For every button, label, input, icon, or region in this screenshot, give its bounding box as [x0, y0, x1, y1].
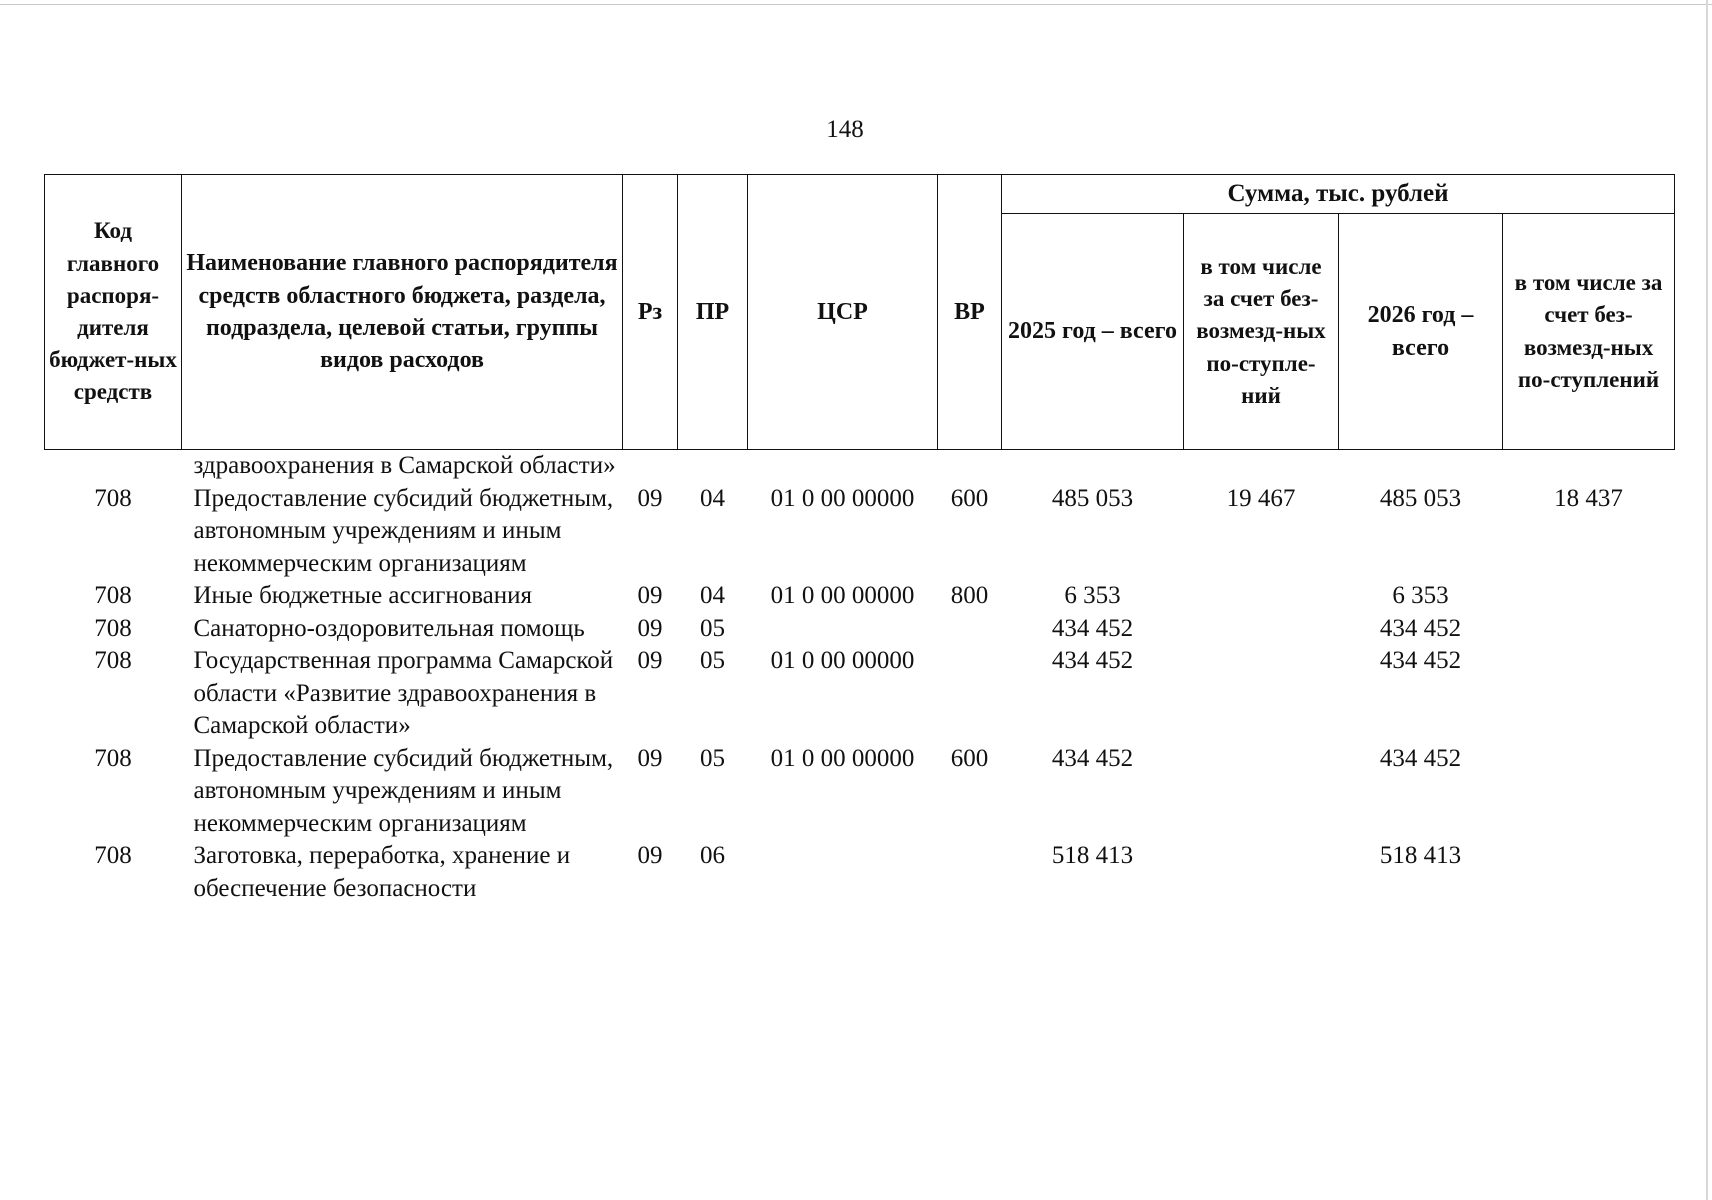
header-pr: ПР — [678, 175, 748, 450]
cell-2026-total: 434 452 — [1379, 744, 1462, 772]
cell-csr: 01 0 00 00000 — [770, 744, 915, 772]
header-vr: ВР — [938, 175, 1002, 450]
cell-csr: 01 0 00 00000 — [770, 647, 915, 674]
cell-code: 708 — [94, 582, 132, 609]
table-row — [45, 840, 1675, 905]
table-header — [45, 175, 1675, 450]
cell-2025-total: 485 053 — [1051, 484, 1134, 512]
cell-2026-grant — [1503, 840, 1675, 905]
cell-vr: 800 — [950, 582, 989, 609]
table-row — [45, 483, 1675, 581]
cell-2025-total: 434 452 — [1051, 744, 1134, 772]
cell-2025-total: 434 452 — [1051, 614, 1134, 642]
cell-2026-total: 518 413 — [1379, 842, 1462, 869]
cell-pr: 05 — [700, 647, 725, 674]
cell-pr: 06 — [700, 842, 725, 869]
cell-2026-grant: 18 437 — [1554, 484, 1623, 512]
cell-pr: 05 — [700, 744, 725, 772]
cell-csr — [748, 613, 938, 646]
cell-pr: 05 — [700, 614, 725, 642]
cell-2025-grant — [1184, 645, 1339, 743]
cell-vr — [938, 645, 1002, 743]
cell-2026-grant — [1503, 580, 1675, 613]
cell-rz: 09 — [637, 582, 663, 609]
cell-csr: 01 0 00 00000 — [770, 484, 915, 512]
cell-csr: 01 0 00 00000 — [770, 582, 915, 609]
cell-2025-grant — [1184, 840, 1339, 905]
cell-name: Заготовка, переработка, хранение и обеспечение безопасности — [193, 842, 571, 902]
cell-code: 708 — [94, 484, 132, 512]
cell-csr — [748, 840, 938, 905]
cell-name: Предоставление субсидий бюджетным, автономным учреждениям и иным некоммерческим организациям — [193, 484, 614, 577]
cell-rz: 09 — [637, 647, 663, 674]
cell-rz: 09 — [637, 614, 663, 642]
cell-2026-grant — [1503, 645, 1675, 743]
budget-table — [44, 174, 1675, 905]
table-row — [45, 645, 1675, 743]
cell-pr: 04 — [700, 582, 725, 609]
cell-vr: 600 — [950, 484, 989, 512]
table-row — [45, 580, 1675, 613]
cell-2025-grant — [1184, 743, 1339, 841]
cell-code: 708 — [94, 744, 132, 772]
cell-code: 708 — [94, 614, 132, 642]
cell-rz: 09 — [637, 842, 663, 869]
cell-2025-total: 434 452 — [1051, 647, 1134, 674]
continuation-row — [45, 450, 1675, 483]
cell-2026-total: 434 452 — [1379, 647, 1462, 674]
header-csr: ЦСР — [748, 175, 938, 450]
header-2026-total: 2026 год – всего — [1339, 214, 1503, 450]
cell-vr: 600 — [950, 744, 989, 772]
cell-2025-grant — [1184, 580, 1339, 613]
cell-2026-grant — [1503, 613, 1675, 646]
header-rz: Рз — [623, 175, 678, 450]
cell-rz: 09 — [637, 484, 663, 512]
cell-2025-grant — [1184, 613, 1339, 646]
cell-name: Государственная программа Самарской области «Развитие здравоохранения в Самарской области» — [193, 647, 614, 739]
header-code: Код главного распоря-дителя бюджет-ных средств — [45, 175, 182, 450]
table-row — [45, 613, 1675, 646]
cell-2026-total: 6 353 — [1392, 582, 1449, 609]
header-2026-grant: в том числе за счет без-возмезд-ных по-ступлений — [1503, 214, 1675, 450]
page-number: 148 — [826, 116, 864, 143]
header-name: Наименование главного распорядителя средств областного бюджета, раздела, подраздела, целевой статьи, группы видов расходов — [182, 175, 623, 450]
cell-code: 708 — [94, 842, 132, 869]
scan-edge-top — [0, 4, 1712, 5]
cell-rz: 09 — [637, 744, 663, 772]
table-body — [45, 450, 1675, 906]
continuation-text: здравоохранения в Самарской области» — [193, 452, 616, 479]
table-row — [45, 743, 1675, 841]
cell-name: Предоставление субсидий бюджетным, автономным учреждениям и иным некоммерческим организациям — [193, 744, 614, 837]
header-2025-total: 2025 год – всего — [1002, 214, 1184, 450]
cell-2025-total: 6 353 — [1064, 582, 1121, 609]
cell-vr — [938, 613, 1002, 646]
cell-2026-total: 434 452 — [1379, 614, 1462, 642]
header-sum-group: Сумма, тыс. рублей — [1002, 175, 1675, 214]
cell-2025-grant: 19 467 — [1226, 484, 1296, 512]
header-2025-grant: в том числе за счет без-возмезд-ных по-ступле-ний — [1184, 214, 1339, 450]
cell-vr — [938, 840, 1002, 905]
cell-2026-total: 485 053 — [1379, 484, 1462, 512]
cell-name: Иные бюджетные ассигнования — [193, 582, 533, 609]
cell-2026-grant — [1503, 743, 1675, 841]
cell-pr: 04 — [700, 484, 725, 512]
scan-edge-right — [1706, 0, 1708, 1200]
cell-name: Санаторно-оздоровительная помощь — [193, 614, 585, 642]
cell-code: 708 — [94, 647, 132, 674]
cell-2025-total: 518 413 — [1051, 842, 1134, 869]
